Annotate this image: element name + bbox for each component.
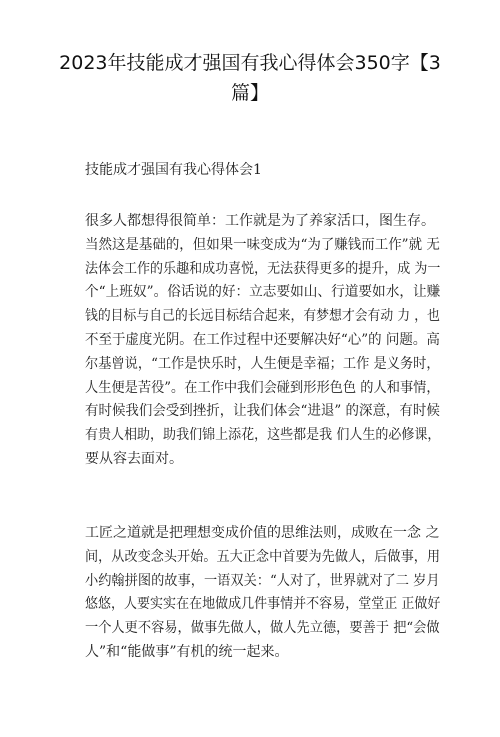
paragraph-1: [85, 210, 440, 472]
paragraph-line: 不至于虚度光阴。在工作过程中还要解决好“心”的 问题。高: [85, 331, 440, 348]
paragraph-line: 间，从改变念头开始。五大正念中首要为先做人，后做事，用: [85, 548, 441, 565]
section-heading: 技能成才强国有我心得体会1: [85, 162, 262, 178]
paragraph-line: 尔基曾说，“工作是快乐时，人生便是幸福；工作 是义务时，: [85, 355, 440, 372]
paragraph-line: 一个人更不容易，做事先做人，做人先立德，要善于 把“会做: [85, 620, 440, 637]
paragraph-line: 要从容去面对。: [85, 450, 183, 467]
paragraph-line: 人”和“能做事”有机的统一起来。: [85, 643, 289, 660]
paragraph-2: [85, 522, 440, 665]
title-line-1: 2023年技能成才强国有我心得体会350字【3: [59, 52, 441, 74]
paragraph-line: 个“上班奴”。俗话说的好：立志要如山、行道要如水，让赚: [85, 284, 441, 301]
paragraph-line: 很多人都想得很简单：工作就是为了养家活口，图生存。: [85, 213, 435, 229]
paragraph-line: 人生便是苦役”。在工作中我们会碰到形形色色 的人和事情，: [85, 379, 440, 396]
paragraph-line: 当然这是基础的，但如果一味变成为“为了赚钱而工作”就 无: [85, 236, 440, 253]
paragraph-line: 法体会工作的乐趣和成功喜悦，无法获得更多的提升，成 为一: [85, 260, 441, 277]
paragraph-line: 有贵人相助，助我们锦上添花，这些都是我 们人生的必修课，: [85, 427, 441, 444]
paragraph-line: 悠悠，人要实实在在地做成几件事情并不容易，堂堂正 正做好: [85, 596, 441, 613]
paragraph-line: 工匠之道就是把理想变成价值的思维法则，成败在一念 之: [85, 525, 440, 541]
title-line-2: 篇】: [230, 82, 269, 104]
paragraph-line: 钱的目标与自己的长远目标结合起来，有梦想才会有动 力 ，也: [85, 308, 440, 325]
document-title: [30, 48, 470, 108]
paragraph-line: 小约翰拼图的故事，一语双关：“人对了，世界就对了二 岁月: [85, 572, 440, 589]
paragraph-line: 有时候我们会受到挫折，让我们体会“进退” 的深意，有时候: [85, 403, 440, 420]
